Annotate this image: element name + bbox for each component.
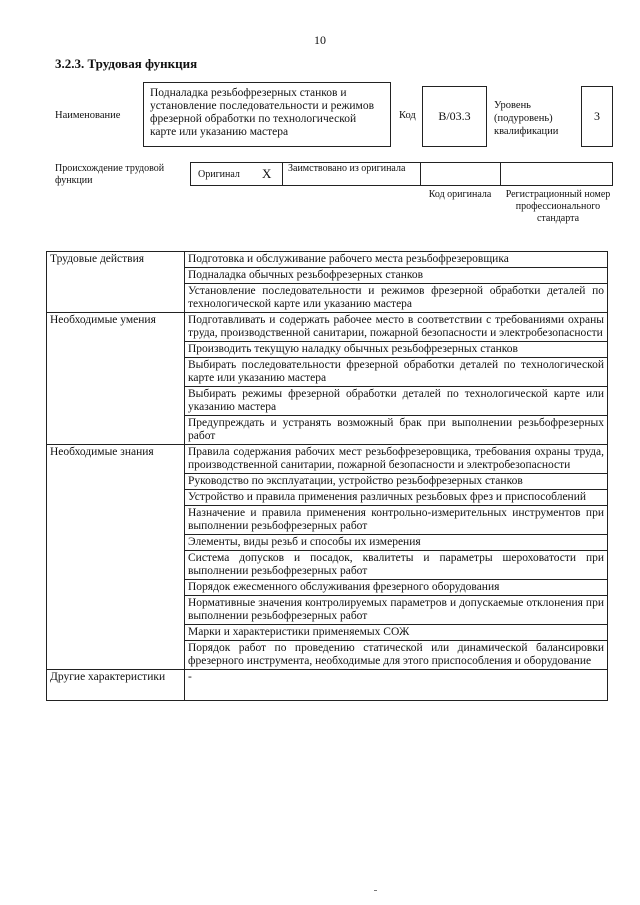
- table-cell: Выбирать последовательности фрезерной обработки деталей по технологической карте или указанию мастера: [185, 358, 608, 387]
- function-details-table: [46, 251, 608, 701]
- code-label: Код: [399, 110, 416, 121]
- table-cell: Руководство по эксплуатации, устройство резьбофрезерных станков: [185, 474, 608, 490]
- table-row: [47, 252, 608, 268]
- table-cell: Система допусков и посадок, квалитеты и параметры шероховатости при выполнении резьбофрезерных работ: [185, 551, 608, 580]
- reg-number-cell: [501, 163, 612, 185]
- table-cell: Нормативные значения контролируемых параметров и допускаемые отклонения при выполнении резьбофрезерных работ: [185, 596, 608, 625]
- table-cell: Порядок работ по проведению статической или динамической балансировки фрезерного инструмента, необходимые для этого приспособления и оборудование: [185, 641, 608, 670]
- origin-table: [190, 162, 613, 186]
- original-mark: X: [262, 166, 272, 181]
- original-cell: [191, 163, 283, 185]
- level-label: Уровень (подуровень) квалификации: [494, 100, 559, 137]
- reg-number-caption: Регистрационный номер профессионального стандарта: [505, 189, 611, 224]
- original-label: Оригинал: [198, 169, 240, 180]
- table-cell: Элементы, виды резьб и способы их измерения: [185, 535, 608, 551]
- orig-code-cell: [421, 163, 501, 185]
- table-cell: Назначение и правила применения контрольно-измерительных инструментов при выполнении резьбофрезерных работ: [185, 506, 608, 535]
- section-heading: Трудовые действия: [47, 252, 185, 313]
- function-name: Подналадка резьбофрезерных станков и установление последовательности и режимов фрезерной обработки по технологической карте или указанию мастера: [143, 82, 391, 147]
- borrowed-cell: [283, 163, 421, 185]
- table-cell: Подналадка обычных резьбофрезерных станков: [185, 268, 608, 284]
- borrowed-label: Заимствовано из оригинала: [288, 163, 406, 174]
- table-cell: Предупреждать и устранять возможный брак при выполнении резьбофрезерных работ: [185, 416, 608, 445]
- origin-label: Происхождение трудовой функции: [55, 163, 165, 186]
- table-cell: Порядок ежесменного обслуживания фрезерного оборудования: [185, 580, 608, 596]
- section-title: 3.2.3. Трудовая функция: [55, 56, 198, 71]
- table-row: [47, 313, 608, 342]
- table-cell: Выбирать режимы фрезерной обработки деталей по технологической карте или указанию мастера: [185, 387, 608, 416]
- table-row: [47, 445, 608, 474]
- section-heading: Другие характеристики: [47, 670, 185, 701]
- table-cell: Производить текущую наладку обычных резьбофрезерных станков: [185, 342, 608, 358]
- table-cell: Установление последовательности и режимов фрезерной обработки деталей по технологической карте или указанию мастера: [185, 284, 608, 313]
- table-cell: Подготовка и обслуживание рабочего места резьбофрезеровщика: [185, 252, 608, 268]
- function-code: B/03.3: [422, 86, 487, 147]
- table-cell: Устройство и правила применения различных резьбовых фрез и приспособлений: [185, 490, 608, 506]
- section-heading: Необходимые знания: [47, 445, 185, 670]
- page-number: 10: [314, 33, 326, 47]
- table-cell: Правила содержания рабочих мест резьбофрезеровщика, требования охраны труда, производственной санитарии, пожарной безопасности и электробезопасности: [185, 445, 608, 474]
- table-cell: Подготавливать и содержать рабочее место в соответствии с требованиями охраны труда, производственной санитарии, пожарной безопасности и электробезопасности: [185, 313, 608, 342]
- orig-code-caption: Код оригинала: [428, 189, 492, 200]
- table-cell: -: [185, 670, 608, 701]
- table-cell: Марки и характеристики применяемых СОЖ: [185, 625, 608, 641]
- scan-speck: [374, 890, 377, 891]
- section-heading: Необходимые умения: [47, 313, 185, 445]
- name-label: Наименование: [55, 110, 121, 121]
- table-row: [47, 670, 608, 701]
- qualification-level: 3: [581, 86, 613, 147]
